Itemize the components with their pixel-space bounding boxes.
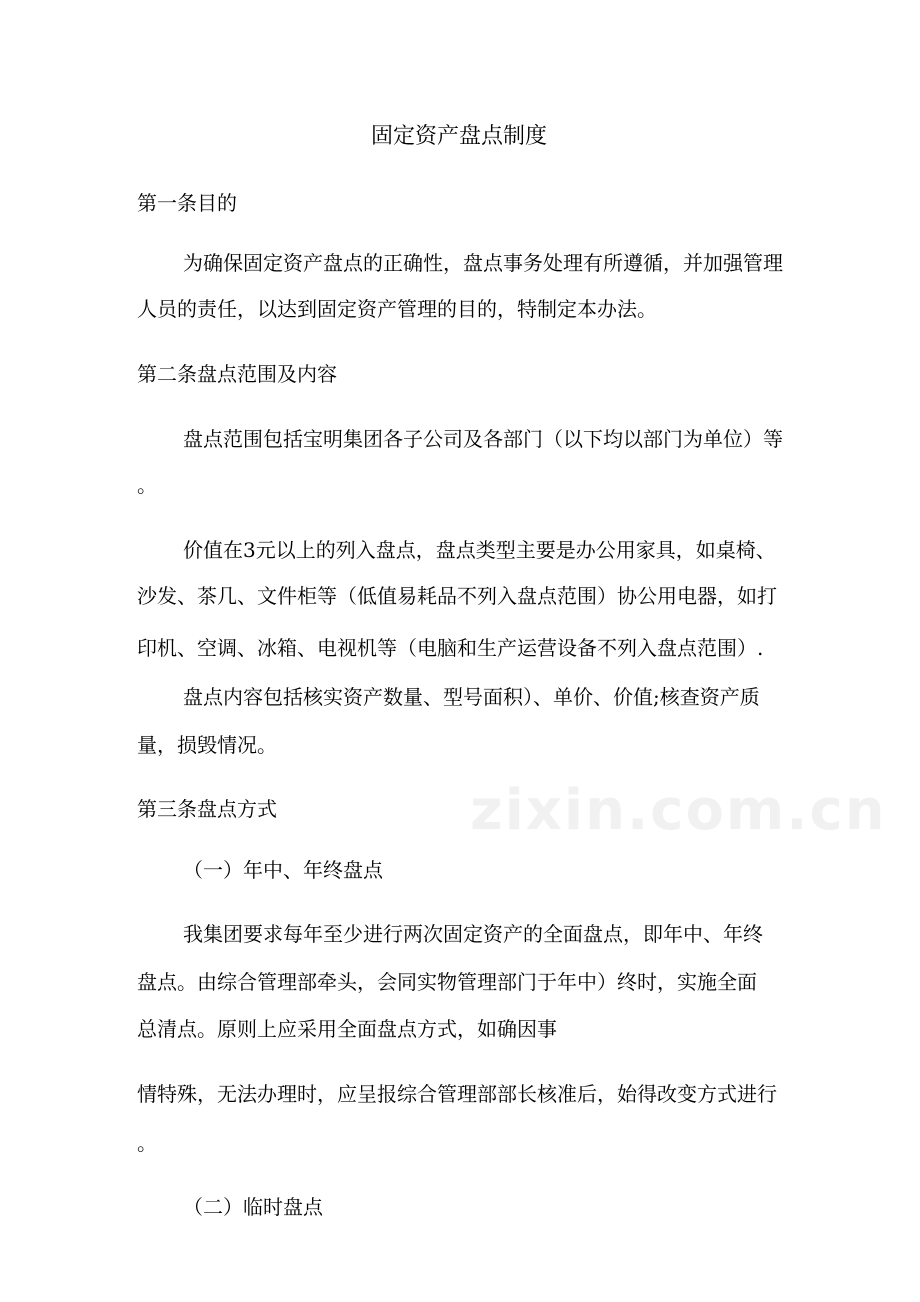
paragraph-line: 盘点范围包括宝明集团各子公司及各部门（以下均以部门为单位）等: [183, 427, 783, 451]
paragraph-line: 印机、空调、冰箱、电视机等（电脑和生产运营设备不列入盘点范围）.: [137, 636, 764, 660]
paragraph-line: 盘点内容包括核实资产数量、型号面积）、单价、价值;核查资产质: [183, 685, 760, 709]
watermark: zixin.com.cn: [470, 778, 887, 843]
article-1-heading: 第一条目的: [137, 191, 237, 215]
article-2-heading: 第二条盘点范围及内容: [137, 362, 337, 386]
subsection-heading: （一）年中、年终盘点: [183, 858, 383, 882]
paragraph-line: 。: [137, 473, 157, 497]
paragraph-line: 人员的责任，以达到固定资产管理的目的，特制定本办法。: [137, 297, 657, 321]
paragraph-line: 情特殊，无法办理时，应呈报综合管理部部长核准后，始得改变方式进行: [137, 1082, 777, 1106]
paragraph-line: 沙发、茶几、文件柜等（低值易耗品不列入盘点范围）协公用电器，如打: [137, 584, 777, 608]
paragraph-line: 为确保固定资产盘点的正确性，盘点事务处理有所遵循，并加强管理: [183, 251, 783, 275]
document-title: 固定资产盘点制度: [371, 124, 548, 149]
paragraph-line: 我集团要求每年至少进行两次固定资产的全面盘点，即年中、年终: [183, 922, 763, 946]
paragraph-line: 盘点。由综合管理部牵头，会同实物管理部门于年中）终时，实施全面: [137, 970, 757, 994]
subsection-heading: （二）临时盘点: [183, 1195, 323, 1219]
paragraph-line: 价值在3元以上的列入盘点，盘点类型主要是办公用家具，如桌椅、: [183, 538, 776, 562]
article-3-heading: 第三条盘点方式: [137, 797, 277, 821]
paragraph-line: 总清点。原则上应采用全面盘点方式，如确因事: [137, 1017, 557, 1041]
paragraph-line: 量，损毁情况。: [137, 733, 277, 757]
paragraph-line: 。: [137, 1131, 157, 1155]
